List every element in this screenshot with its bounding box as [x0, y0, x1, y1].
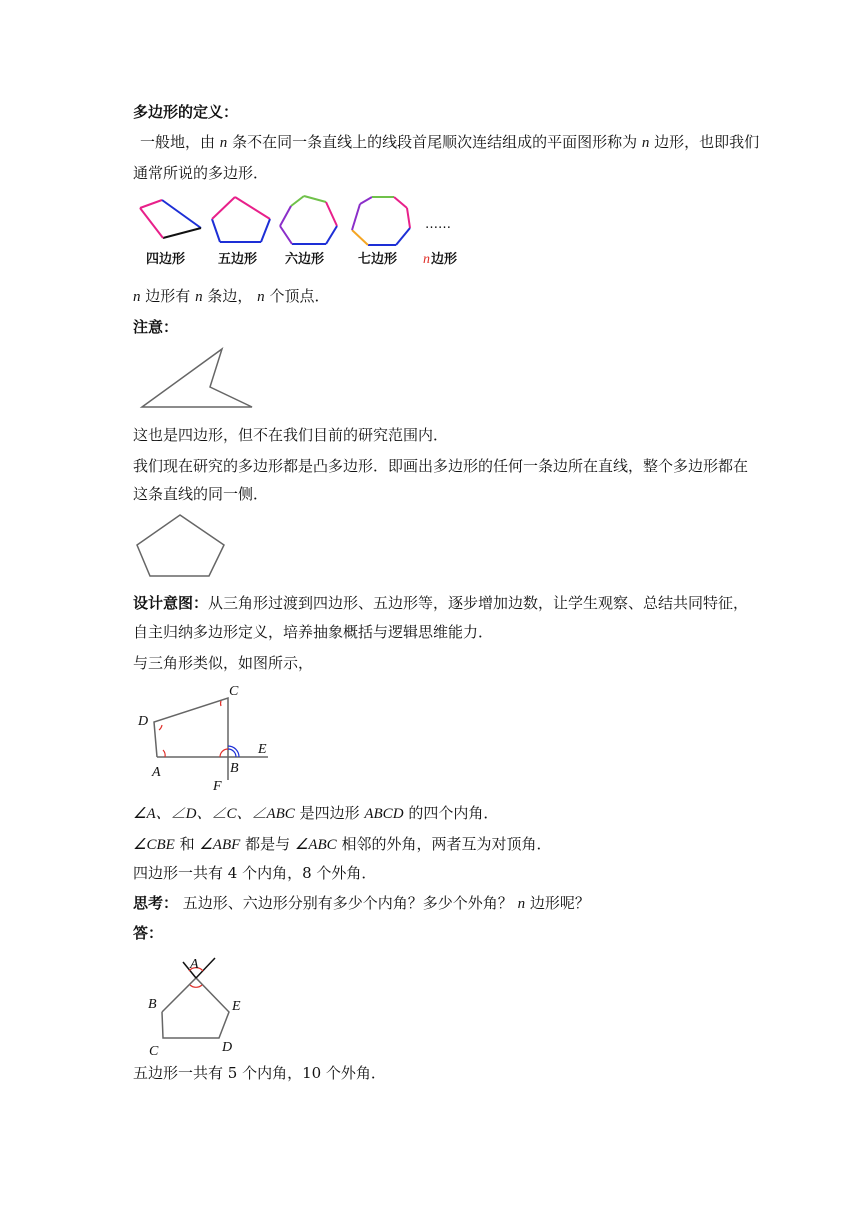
heptagon-shape [352, 197, 410, 245]
design-line-2: 自主归纳多边形定义，培养抽象概括与逻辑思维能力． [133, 623, 494, 641]
think-line: 思考： 五边形、六边形分别有多少个内角？多少个外角？ n 边形呢？ [133, 894, 590, 912]
label-A: A [152, 765, 161, 780]
concave-quadrilateral-figure [138, 345, 258, 411]
definition-heading: 多边形的定义： [133, 103, 239, 121]
pentagon-shape [212, 197, 270, 242]
design-line-1: 设计意图：从三角形过渡到四边形、五边形等，逐步增加边数，让学生观察、总结共同特征， [133, 594, 749, 612]
label-B: B [230, 761, 239, 776]
note-line-3: 这条直线的同一侧． [133, 485, 269, 503]
note-heading: 注意： [133, 318, 179, 336]
label-E: E [258, 742, 267, 757]
answer-heading: 答： [133, 924, 164, 942]
label-pent-D: D [222, 1040, 233, 1055]
polygon-examples-figure [125, 190, 475, 270]
label-pent-A: A [190, 957, 199, 972]
hexagon-shape [280, 196, 337, 244]
label-pent-B: B [148, 997, 157, 1012]
angles-line-3: 四边形一共有 4 个内角，8 个外角． [133, 864, 377, 882]
similar-line: 与三角形类似，如图所示， [133, 654, 314, 672]
quadrilateral-abcd-figure [130, 680, 280, 795]
quadrilateral-shape [140, 200, 201, 238]
label-quadrilateral: 四边形 [146, 252, 186, 267]
label-F: F [213, 779, 222, 794]
label-D: D [138, 714, 149, 729]
definition-line-2: 通常所说的多边形． [133, 164, 269, 182]
definition-line-1: 一般地，由 n 条不在同一条直线上的线段首尾顺次连结组成的平面图形称为 n 边形，也即我们 [140, 133, 760, 151]
n-sides-line: n 边形有 n 条边， n 个顶点． [133, 287, 330, 305]
label-pent-C: C [149, 1044, 159, 1059]
label-C: C [229, 684, 239, 699]
label-ellipsis: …… [425, 217, 451, 232]
label-hexagon: 六边形 [285, 252, 325, 267]
convex-pentagon-figure [132, 510, 232, 580]
angles-line-2: ∠CBE 和 ∠ABF 都是与 ∠ABC 相邻的外角，两者互为对顶角． [133, 835, 552, 853]
answer-result: 五边形一共有 5 个内角，10 个外角． [133, 1064, 386, 1082]
pentagon-abcde-figure [140, 950, 260, 1060]
label-pentagon: 五边形 [218, 252, 258, 267]
label-n-polygon: 边形 [431, 252, 458, 267]
note-line-1: 这也是四边形，但不在我们目前的研究范围内． [133, 426, 449, 444]
note-line-2: 我们现在研究的多边形都是凸多边形．即画出多边形的任何一条边所在直线，整个多边形都在 [133, 457, 749, 475]
label-n-var: n [423, 252, 430, 267]
label-heptagon: 七边形 [358, 252, 398, 267]
angles-line-1: ∠A、∠D、∠C、∠ABC 是四边形 ABCD 的四个内角． [133, 804, 499, 822]
label-pent-E: E [232, 999, 241, 1014]
